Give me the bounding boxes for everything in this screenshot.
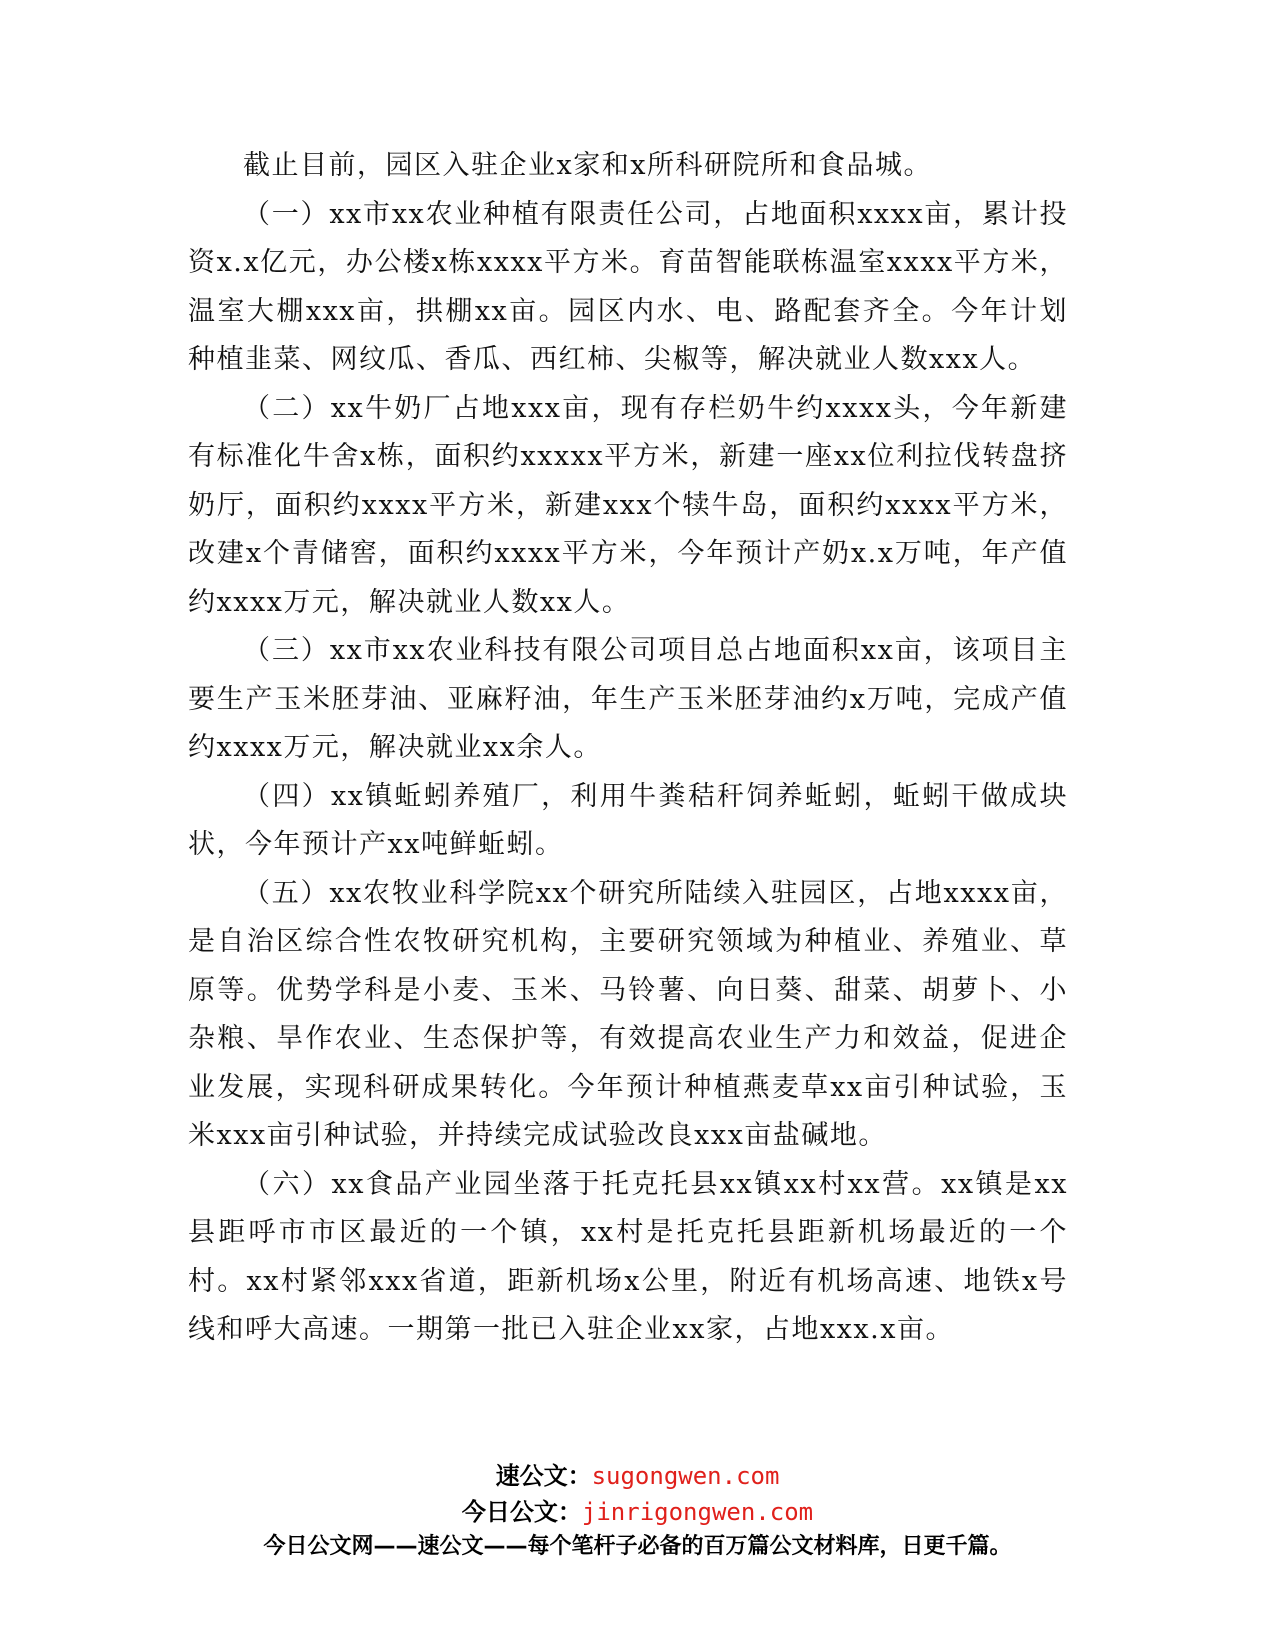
footer-label-jinrigongwen: 今日公文：: [461, 1498, 582, 1526]
paragraph-item-6: （六）xx食品产业园坐落于托克托县xx镇xx村xx营。xx镇是xx县距呼市市区最近的一个镇，xx村是托克托县距新机场最近的一个村。xx村紧邻xxx省道，距新机场x公里，附近有机场高速、地铁x号线和呼大高速。一期第一批已入驻企业xx家，占地xxx.x亩。: [188, 1168, 1068, 1345]
footer-link-jinrigongwen[interactable]: jinrigongwen.com: [581, 1498, 814, 1526]
paragraph-intro: 截止目前，园区入驻企业x家和x所科研院所和食品城。: [243, 150, 932, 181]
document-body: [188, 142, 1068, 1355]
paragraph-item-1: （一）xx市xx农业种植有限责任公司，占地面积xxxx亩，累计投资x.x亿元，办公楼x栋xxxx平方米。育苗智能联栋温室xxxx平方米，温室大棚xxx亩，拱棚xx亩。园区内水、电、路配套齐全。今年计划种植韭菜、网纹瓜、香瓜、西红柿、尖椒等，解决就业人数xxx人。: [188, 198, 1068, 375]
footer-label-sugongwen: 速公文：: [495, 1462, 592, 1490]
footer-line-jinrigongwen: [0, 1494, 1275, 1530]
paragraph-item-4: （四）xx镇蚯蚓养殖厂，利用牛粪秸秆饲养蚯蚓，蚯蚓干做成块状，今年预计产xx吨鲜蚯蚓。: [188, 780, 1068, 860]
paragraph-item-2: （二）xx牛奶厂占地xxx亩，现有存栏奶牛约xxxx头，今年新建有标准化牛舍x栋，面积约xxxxx平方米，新建一座xx位利拉伐转盘挤奶厅，面积约xxxx平方米，新建xxx个犊牛岛，面积约xxxx平方米，改建x个青储窖，面积约xxxx平方米，今年预计产奶x.x万吨，年产值约xxxx万元，解决就业人数xx人。: [188, 392, 1068, 618]
paragraph-item-5: （五）xx农牧业科学院xx个研究所陆续入驻园区，占地xxxx亩，是自治区综合性农牧研究机构，主要研究领域为种植业、养殖业、草原等。优势学科是小麦、玉米、马铃薯、向日葵、甜菜、胡萝卜、小杂粮、旱作农业、生态保护等，有效提高农业生产力和效益，促进企业发展，实现科研成果转化。今年预计种植燕麦草xx亩引种试验，玉米xxx亩引种试验，并持续完成试验改良xxx亩盐碱地。: [188, 877, 1068, 1151]
footer-line-sugongwen: [0, 1458, 1275, 1494]
footer-tagline: 今日公文网——速公文——每个笔杆子必备的百万篇公文材料库，日更千篇。: [263, 1534, 1012, 1559]
watermark-footer: [0, 1458, 1275, 1564]
paragraph-item-3: （三）xx市xx农业科技有限公司项目总占地面积xx亩，该项目主要生产玉米胚芽油、亚麻籽油，年生产玉米胚芽油约x万吨，完成产值约xxxx万元，解决就业xx余人。: [188, 635, 1068, 763]
footer-link-sugongwen[interactable]: sugongwen.com: [591, 1462, 780, 1490]
